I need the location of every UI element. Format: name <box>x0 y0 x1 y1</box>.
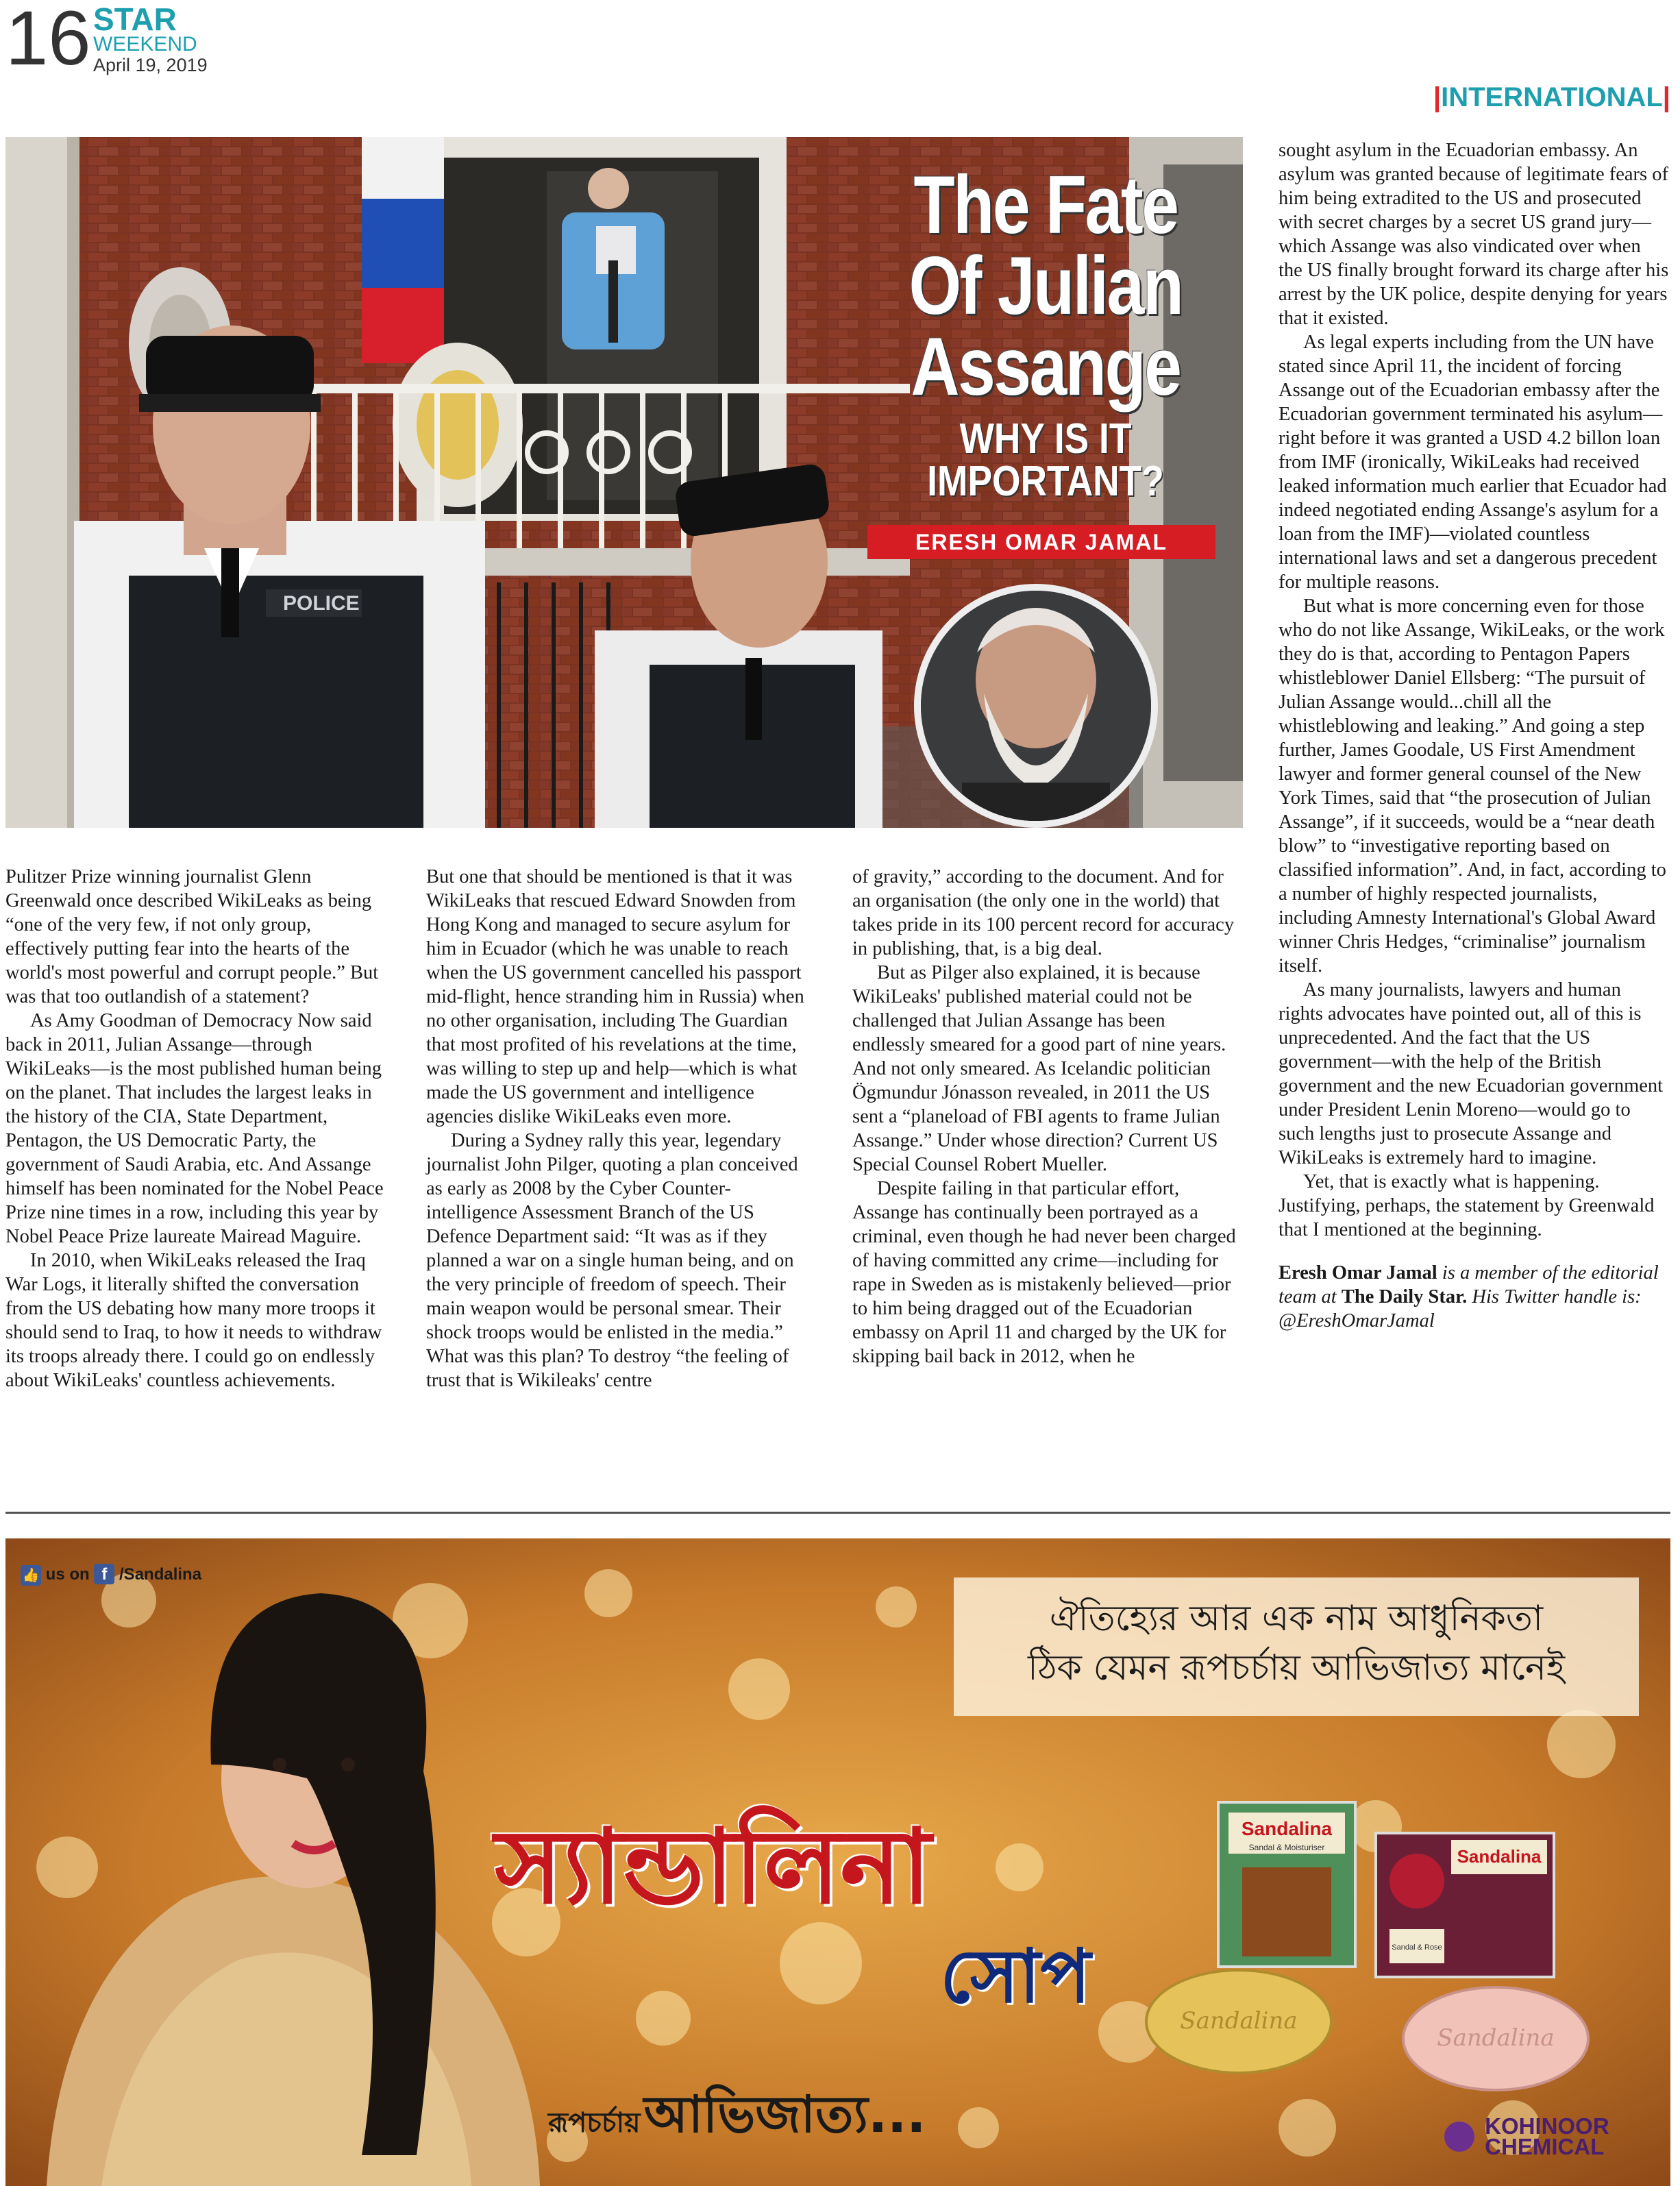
article-column-2 <box>426 865 815 1392</box>
soap-label-bangla: সোপ <box>940 1934 1091 2019</box>
kohinoor-logo <box>1444 2113 1609 2159</box>
article-column-4 <box>1278 138 1669 1333</box>
bio-text: is a member of the editorial team at <box>1278 1262 1659 1307</box>
paragraph: sought asylum in the Ecuadorian embassy. An asylum was granted because of legitimate fears of him being extradited to the US and prosecuted with secret charges by a secret US grand jury—which Assange was also vindicated over when the US finally brought forward its charge after his arrest by the UK police, despite denying for years that it existed. <box>1278 140 1669 329</box>
newspaper-name: The Daily Star. <box>1341 1286 1468 1307</box>
svg-text:POLICE: POLICE <box>283 592 360 615</box>
company-line-2: CHEMICAL <box>1485 2134 1605 2159</box>
paragraph: As Amy Goodman of Democracy Now said back in 2011, Julian Assange—through WikiLeaks—is the most published human being on the planet. That includes the largest leaks in the history of the CIA, State Department, Pentagon, the US Democratic Party, the government of Saudi Arabia, etc. And Assange himself has been nominated for the Nobel Peace Prize nine times in a row, including this year by Nobel Peace Prize laureate Mairead Maguire. <box>5 1010 384 1247</box>
brand-star: STAR <box>93 1 177 37</box>
tagline-line-2: ঠিক যেমন রূপচর্চায় আভিজাত্য মানেই <box>1027 1647 1566 1688</box>
svg-text:Sandalina: Sandalina <box>1437 2024 1555 2052</box>
author-name: Eresh Omar Jamal <box>1278 1262 1437 1284</box>
page-divider <box>5 1512 1670 1514</box>
svg-text:Sandal & Moisturiser: Sandal & Moisturiser <box>1248 1843 1325 1852</box>
paragraph: During a Sydney rally this year, legendary journalist John Pilger, quoting a plan conceived as early as 2008 by the Cyber Counter-intelligence Assessment Branch of the US Defence Department said: “It was as if they planned a war on a single human being, and on the very principle of freedom of speech. Their main weapon would be personal smear. Their shock troops would be enlisted in the media.” What was this plan? To destroy “the feeling of trust that is Wikileaks' centre <box>426 1130 798 1391</box>
paragraph: Pulitzer Prize winning journalist Glenn Greenwald once described WikiLeaks as being “one of the very few, if not only group, effectively putting fear into the hearts of the world's most powerful and corrupt people.” But was that too outlandish of a statement? <box>5 866 379 1007</box>
soap-box-2 <box>1376 1833 1554 1977</box>
svg-text:Sandalina: Sandalina <box>1180 2007 1298 2035</box>
facebook-icon: f <box>94 1564 114 1584</box>
bio-handle: His Twitter handle is: @EreshOmarJamal <box>1278 1286 1642 1331</box>
issue-date: April 19, 2019 <box>93 55 208 75</box>
subject-portrait-illustration <box>921 591 1151 821</box>
section-name: INTERNATIONAL <box>1441 82 1663 112</box>
paragraph: But as Pilger also explained, it is because WikiLeaks' published material could not be challenged that Julian Assange has been endlessly smeared for a good part of nine years. And not only smeared. As Icelandic politician Ögmundur Jónasson revealed, in 2011 the US sent a “planeload of FBI agents to frame Julian Assange.” Under whose direction? Current US Special Counsel Robert Mueller. <box>852 962 1226 1175</box>
soap-box-1 <box>1218 1802 1355 1967</box>
paragraph: In 2010, when WikiLeaks released the Iraq War Logs, it literally shifted the conversation from the US debating how many more troops it should send to Iraq, to how it needs to withdraw its troops already there. I could go on endlessly about WikiLeaks' countless achievements. <box>5 1250 382 1391</box>
byline-bar: ERESH OMAR JAMAL <box>867 525 1215 559</box>
paragraph: But what is more concerning even for those who do not like Assange, WikiLeaks, or the work they do is that, according to Pentagon Papers whistleblower Daniel Ellsberg: “The pursuit of Julian Assange would...chill all the whistleblowing and leaking.” And going a step further, James Goodale, US First Amendment lawyer and former general counsel of the New York Times, said that “the prosecution of Julian Assange”, if it succeeds, would be a “near death blow” to “investigative reporting based on classified information”. And, in fact, according to a number of highly respected journalists, including Amnesty International's Global Award winner Chris Hedges, “criminalise” journalism itself. <box>1278 595 1666 977</box>
author-bio <box>1278 1261 1669 1333</box>
paragraph: Yet, that is exactly what is happening. Justifying, perhaps, the statement by Greenwald that I mentioned at the beginning. <box>1278 1171 1655 1240</box>
tagline-line-1: ঐতিহ্যের আর এক নাম আধুনিকতা <box>1049 1598 1544 1639</box>
fb-prefix: us on <box>45 1565 90 1584</box>
section-label: |INTERNATIONAL| <box>1433 82 1670 112</box>
paragraph: Despite failing in that particular effort, Assange has continually been portrayed as a criminal, even though he had never been charged of having committed any crime—including for rape in Sweden as is mistakenly believed—prior to him being dragged out of the Ecuadorian embassy on April 11 and charged by the UK for skipping bail back in 2012, when he <box>852 1178 1236 1367</box>
ad-tagline <box>954 1577 1639 1716</box>
headline-title: The Fate Of Julian Assange <box>909 159 1183 413</box>
paragraph: of gravity,” according to the document. And for an organisation (the only one in the world) that takes pride in its 100 percent record for accuracy in publishing, that, is a big deal. <box>852 866 1235 959</box>
brand-name-bangla: স্যান্ডালিনা <box>495 1808 932 1927</box>
headline-subtitle: WHY IS IT IMPORTANT? <box>927 415 1164 505</box>
page-number: 16 <box>5 0 91 81</box>
svg-text:Sandalina: Sandalina <box>1241 1818 1333 1839</box>
svg-text:Sandal & Rose: Sandal & Rose <box>1392 1943 1442 1952</box>
headline-block <box>867 159 1224 505</box>
paragraph: As legal experts including from the UN have stated since April 11, the incident of forcing Assange out of the Ecuadorian embassy after the Ecuadorian government terminated his asylum—right before it was granted a USD 4.2 billon loan from IMF (ironically, WikiLeaks had received leaked information much earlier that Ecuador had indeed negotiated ending Assange's asylum for a loan from the IMF)—violated countless international laws and set a dangerous precedent for multiple reasons. <box>1278 332 1667 593</box>
paragraph: But one that should be mentioned is that it was WikiLeaks that rescued Edward Snowden from Hong Kong and managed to secure asylum for him in Ecuador (which he was unable to reach when the US government cancelled his passport mid-flight, hence stranding him in Russia) when no other organisation, including The Guardian that most profited of his revelations at the time, was willing to step up and help—which is what made the US government and intelligence agencies dislike WikiLeaks even more. <box>426 866 804 1127</box>
article-column-3 <box>852 865 1242 1368</box>
slogan-small: রূপচর্চায় <box>548 2107 641 2139</box>
article-column-1 <box>5 865 395 1392</box>
fb-handle: /Sandalina <box>119 1565 202 1584</box>
svg-text:Sandalina: Sandalina <box>1457 1846 1542 1867</box>
paragraph: As many journalists, lawyers and human rights advocates have pointed out, all of this is unprecedented. And the fact that the US government—with the help of the British government and the new Ecuadorian government under President Lenin Moreno—would go to such lengths just to prosecute Assange and WikiLeaks is extremely hard to imagine. <box>1278 979 1664 1168</box>
slogan-big: আভিজাত্য... <box>643 2085 926 2144</box>
ad-footer-slogan <box>548 2076 926 2161</box>
author-portrait-photo <box>914 584 1158 828</box>
kohinoor-flower-icon <box>1444 2122 1474 2152</box>
thumbs-up-icon: 👍 <box>21 1565 41 1586</box>
company-line-1: KOHINOOR <box>1485 2113 1609 2139</box>
facebook-like-badge[interactable] <box>21 1564 201 1586</box>
brand-weekend: WEEKEND <box>93 33 197 56</box>
publication-masthead <box>93 1 208 75</box>
